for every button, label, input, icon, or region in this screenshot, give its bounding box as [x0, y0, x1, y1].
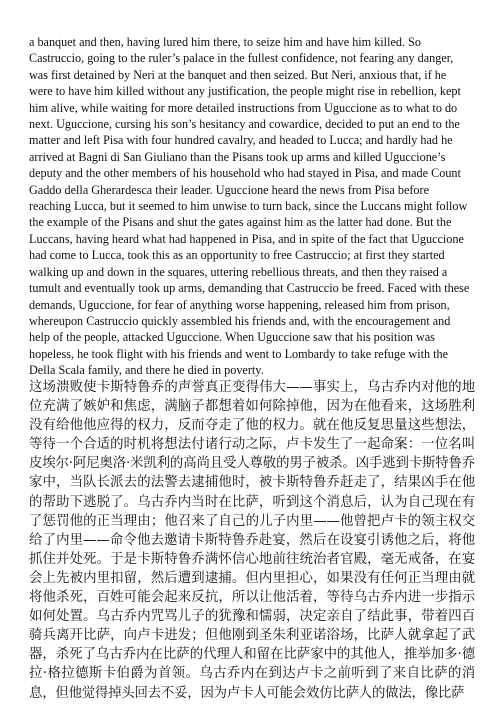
english-text-paragraph: a banquet and then, having lured him there, to seize him and have him killed. So Castruccio, going to the ruler’s palace in the fullest confidence, not fearing any danger, was first detained by Neri at the banquet and then seized. But Neri, anxious that, if he were to have him killed without any justification, the people might rise in rebellion, kept him alive, while waiting for more detailed instructions from Uguccione as to what to do next. Uguccione, cursing his son’s hesitancy and cowardice, decided to put an end to the matter and left Pisa with four hundred cavalry, and headed to Lucca; and hardly had he arrived at Bagni di San Giuliano than the Pisans took up arms and killed Uguccione’s deputy and the other members of his household who had stayed in Pisa, and made Count Gaddo della Gherardesca their leader. Uguccione heard the news from Pisa before reaching Lucca, but it seemed to him unwise to turn back, since the Luccans might follow the example of the Pisans and shut the gates against him as the latter had done. But the Luccans, having heard what had happened in Pisa, and in spite of the fact that Uguccione had come to Lucca, took this as an opportunity to free Castruccio; at first they started walking up and down in the squares, uttering rebellious threats, and then they raised a tumult and eventually took up arms, demanding that Castruccio be freed. Faced with these demands, Uguccione, for fear of anything worse happening, released him from prison, whereupon Castruccio quickly assembled his friends and, with the encouragement and help of the people, attacked Uguccione. When Uguccione saw that his position was hopeless, he took flight with his friends and went to Lombardy to take refuge with the Della Scala family, and there he died in poverty.: [29, 35, 470, 378]
chinese-text-paragraph: 这场溃败使卡斯特鲁乔的声誉真正变得伟大——事实上，乌古乔内对他的地位充满了嫉妒和焦虑，满脑子都想着如何除掉他，因为在他看来，这场胜利没有给他他应得的权力，反而夺走了他的权力。就在他反复思量这些想法，等待一个合适的时机将想法付诸行动之际，卢卡发生了一起命案：一位名叫皮埃尔·阿尼奥洛·米凯利的高尚且受人尊敬的男子被杀。凶手逃到卡斯特鲁乔家中，当队长派去的法警去逮捕他时，被卡斯特鲁乔赶走了，结果凶手在他的帮助下逃脱了。乌古乔内当时在比萨，听到这个消息后，认为自己现在有了惩罚他的正当理由；他召来了自己的儿子内里——他曾把卢卡的领主权交给了内里——命令他去邀请卡斯特鲁乔赴宴，然后在设宴引诱他之后，将他抓住并处死。于是卡斯特鲁乔满怀信心地前往统治者官殿，毫无戒备，在宴会上先被内里扣留，然后遭到逮捕。但内里担心，如果没有任何正当理由就将他杀死，百姓可能会起来反抗，所以让他活着，等待乌古乔内进一步指示如何处置。乌古乔内咒骂儿子的犹豫和懦弱，决定亲自了结此事，带着四百骑兵离开比萨，向卢卡进发；但他刚到圣朱利亚诺浴场，比萨人就拿起了武器，杀死了乌古乔内在比萨的代理人和留在比萨家中的其他人，推举加多·德拉·格拉德斯卡伯爵为首领。乌古乔内在到达卢卡之前听到了来自比萨的消息，但他觉得掉头回去不妥，因为卢卡人可能会效仿比萨人的做法，像比萨: [29, 380, 475, 701]
